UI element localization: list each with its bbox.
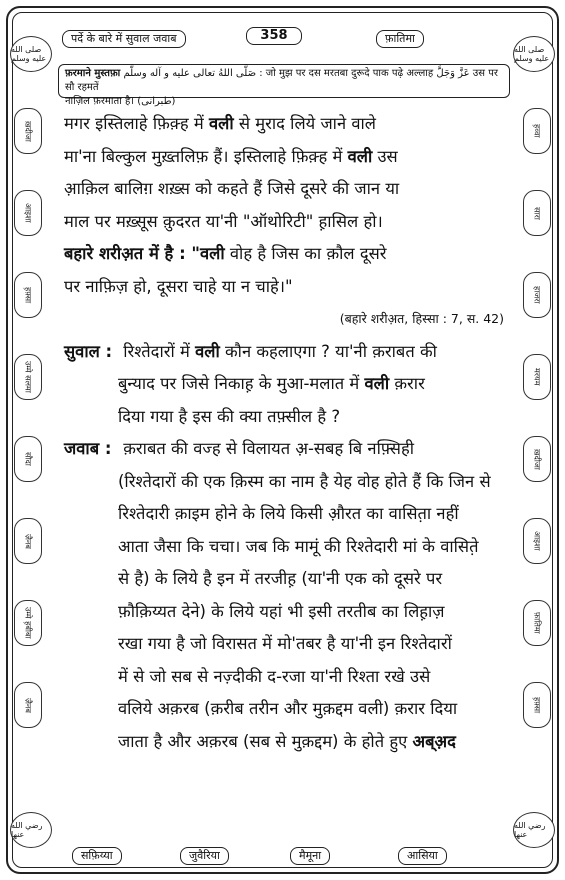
section-label: जवाब :: [64, 439, 112, 458]
footer-tab: [290, 847, 330, 865]
page-number-text: 358: [260, 28, 288, 43]
text-run: मा'ना बिल्कुल मुख़्तलिफ़ हैं। इस्तिलाहे फ़िक़्ह में: [64, 146, 348, 166]
page-body: [64, 108, 506, 758]
text-line: [64, 368, 506, 401]
hadith-banner: [58, 64, 510, 107]
side-ornament-right: [523, 354, 551, 400]
banner-lead: फ़रमाने मुस्तफ़ा: [65, 68, 121, 79]
side-ornament-right: [523, 436, 551, 482]
side-ornament-right: [523, 682, 551, 728]
footer-tab-text: मैमूना: [299, 849, 322, 862]
corner-text: رضي الله عنها: [514, 821, 546, 839]
corner-text: صلى الله عليه وسلم: [514, 45, 550, 63]
corner-ornament-top-right: [513, 36, 555, 72]
text-line: [64, 108, 506, 141]
side-ornament-text: सौदा: [23, 452, 33, 466]
side-ornament-text: ज़ैनब: [23, 533, 33, 549]
text-line: [64, 433, 506, 466]
text-line: [64, 271, 506, 304]
answer-block: [64, 433, 506, 758]
text-run: आ़क़िल बालिग़ शख़्स को कहते हैं जिसे दूसरे की जान या: [64, 179, 400, 198]
bold-term: बहारे शरीअ़त में है : "वली: [64, 244, 225, 263]
side-ornament-left: [14, 354, 42, 400]
side-ornament-text: सारा: [532, 206, 542, 220]
header-name-text: फ़ातिमा: [385, 32, 415, 45]
side-ornament-text: ह़फ़्सा: [532, 696, 542, 714]
text-line: [64, 466, 506, 499]
text-run: पर नाफ़िज़ हो, दूसरा चाहे या न चाहे।": [64, 276, 293, 296]
side-ornament-text: उम्मे सलमा: [23, 361, 33, 393]
side-ornament-right: [523, 272, 551, 318]
text-run: दिया गया है इस की क्या तफ़्सील है ?: [118, 406, 341, 426]
text-run: आता जैसा कि चचा। जब कि मामूं की रिश्तेदारी मां के वासित़े: [118, 536, 479, 556]
text-run: फ़ौक़िय्यत देने) के लिये यहां भी इसी तरतीब का लिह़ाज़: [118, 601, 445, 621]
side-ornament-text: हाजरा: [532, 286, 542, 304]
side-ornament-right: [523, 108, 551, 154]
page-number: [246, 27, 302, 45]
text-run: क़रार: [389, 374, 425, 393]
header-tab-title: [62, 30, 186, 48]
banner-text: صَلَّى اللهُ تعالى عليه و آله وسلَّم : जो मुझ पर दस मरतबा दुरूदे पाक पढ़े अल्लाह عَزَّ وَجَلَّ उस पर सौ रहमतें: [65, 68, 498, 93]
text-line: [64, 173, 506, 206]
text-run: से है) के लिये है इन में तरजीह़ (या'नी एक को दूसरे पर: [118, 569, 443, 588]
side-ornament-text: फ़ातिमा: [532, 612, 542, 634]
side-ornament-text: ख़दीजा: [532, 448, 542, 470]
text-run: से मुराद लिये जाने वाले: [233, 114, 376, 133]
text-run: रिश्तेदारों में: [118, 341, 196, 361]
bold-term: वली: [208, 114, 234, 133]
text-run: (रिश्तेदारों की एक क़िस्म का नाम है येह वोह होते हैं कि जिन से: [118, 471, 491, 491]
banner-line-2: नाज़िल फ़रमाता है। (طبرانى): [65, 96, 176, 107]
footer-tab-text: सफ़िय्या: [81, 849, 113, 862]
side-ornament-text: ह़व्वा: [532, 124, 542, 138]
header-tab-name: [376, 30, 424, 48]
bold-term: वली: [195, 341, 220, 361]
side-ornament-left: [14, 518, 42, 564]
text-line: [64, 401, 506, 434]
text-line: [64, 238, 506, 271]
text-run: माल पर मख़्सूस क़ुदरत या'नी "ऑथोरिटी" ह़ासिल हो।: [64, 211, 383, 231]
text-run: मगर इस्तिलाहे फ़िक़्ह में: [64, 114, 209, 133]
bold-term: वली: [364, 374, 390, 393]
corner-text: رضي الله عنها: [11, 821, 43, 839]
side-ornament-text: ज़ैनब: [23, 697, 33, 713]
banner-line-1: [65, 67, 503, 95]
side-ornament-left: [14, 108, 42, 154]
text-line: [64, 336, 506, 369]
side-ornament-text: ख़दीजा: [23, 120, 33, 142]
paragraph-intro: [64, 108, 506, 303]
side-ornament-left: [14, 436, 42, 482]
text-line: [64, 693, 506, 726]
corner-text: صلى الله عليه وسلم: [11, 45, 47, 63]
side-ornament-right: [523, 190, 551, 236]
section-label: सुवाल :: [64, 341, 113, 361]
text-line: [64, 596, 506, 629]
text-line: [64, 726, 506, 759]
text-run: रखा गया है जो विरासत में मो'तबर है या'नी इन रिश्तेदारों: [118, 634, 452, 653]
text-line: [64, 563, 506, 596]
text-run: में से जो सब से नज़्दीकी द-रजा या'नी रिश्ता रखे उसे: [118, 666, 431, 686]
text-run: उस: [372, 146, 398, 166]
text-line: [64, 206, 506, 239]
text-run: वलिये अक़रब (क़रीब तरीन और मुक़द्दम वली) क़रार दिया: [118, 699, 458, 718]
side-ornament-text: आइशा: [23, 203, 33, 223]
text-run: क़राबत की वज्ह से विलायत अ़-सबह बि नफ़्सिही: [118, 439, 414, 458]
side-ornament-left: [14, 272, 42, 318]
side-ornament-left: [14, 682, 42, 728]
corner-ornament-bottom-right: [513, 812, 555, 848]
text-run: बुन्याद पर जिसे निकाह़ के मुआ-मलात में: [118, 374, 365, 393]
footer-tab-text: जुवैरिया: [189, 849, 220, 862]
citation: (बहारे शरीअ़त, हिस्सा : 7, स. 42): [339, 311, 504, 326]
text-line: [64, 628, 506, 661]
text-line: [64, 531, 506, 564]
side-ornament-right: [523, 518, 551, 564]
footer-tab: [180, 847, 229, 865]
text-line: [64, 661, 506, 694]
text-run: जाता है और अक़रब (सब से मुक़द्दम) के होते हुए: [118, 731, 413, 751]
text-line: [64, 498, 506, 531]
question-block: [64, 336, 506, 434]
side-ornament-text: ह़फ़्सा: [23, 286, 33, 304]
text-run: वोह है जिस का क़ौल दूसरे: [224, 244, 387, 263]
header-title-text: पर्दे के बारे में सुवाल जवाब: [71, 32, 177, 45]
side-ornament-text: आइशा: [532, 531, 542, 551]
bold-term: अब्अ़द: [412, 731, 456, 751]
text-run: रिश्तेदारी क़ाइम होने के लिये किसी औ़रत का वासित़ा नहीं: [118, 504, 459, 523]
corner-ornament-top-left: [10, 36, 52, 72]
side-ornament-text: मरयम: [532, 368, 542, 386]
text-run: कौन कहलाएगा ? या'नी क़राबत की: [219, 341, 437, 361]
side-ornament-text: उम्मे ह़बीबा: [23, 607, 33, 639]
footer-tab-text: आसिया: [407, 849, 438, 862]
footer-tab: [398, 847, 447, 865]
side-ornament-left: [14, 600, 42, 646]
footer-tab: [72, 847, 122, 865]
side-ornament-left: [14, 190, 42, 236]
text-line: [64, 141, 506, 174]
side-ornament-right: [523, 600, 551, 646]
corner-ornament-bottom-left: [10, 812, 52, 848]
bold-term: वली: [347, 146, 373, 166]
